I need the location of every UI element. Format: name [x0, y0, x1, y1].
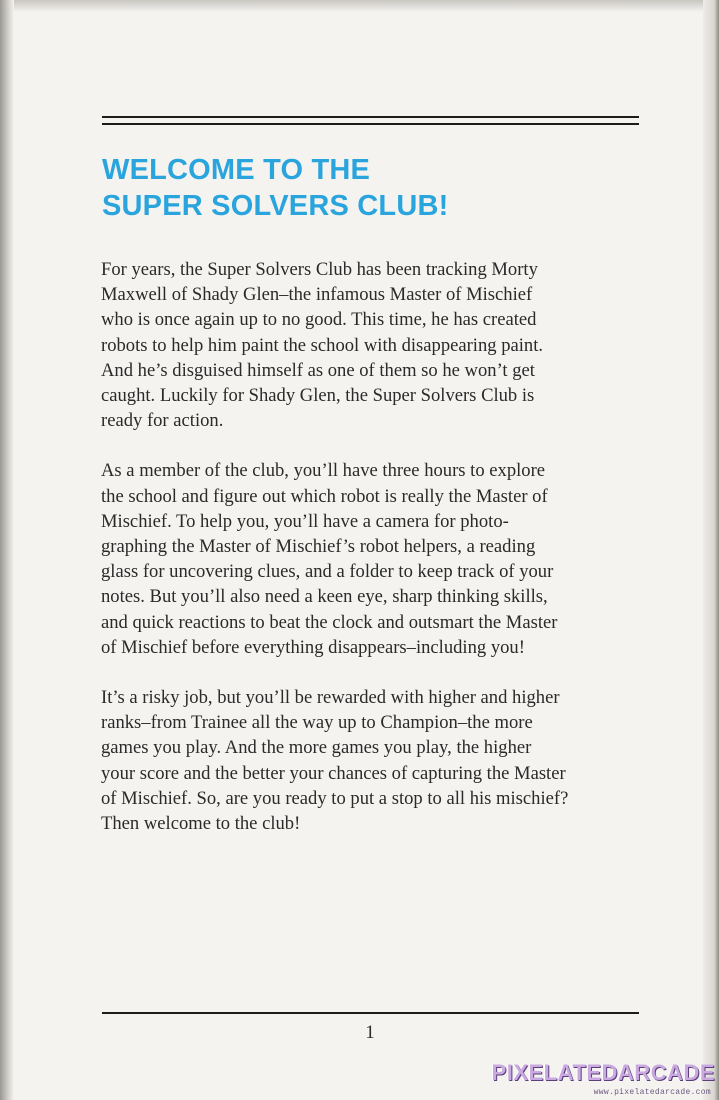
text-line: notes. But you’ll also need a keen eye, sharp thinking skills,	[101, 586, 548, 608]
page-right-edge	[703, 0, 719, 1100]
page-top-edge	[0, 0, 719, 12]
text-line: For years, the Super Solvers Club has been tracking Morty	[101, 259, 538, 280]
heading-line-2: SUPER SOLVERS CLUB!	[102, 190, 449, 222]
page-number: 1	[365, 1022, 375, 1043]
text-line: And he’s disguised himself as one of them so he won’t get	[101, 359, 535, 381]
page-heading	[102, 152, 622, 224]
text-line: Maxwell of Shady Glen–the infamous Master of Mischief	[101, 284, 533, 306]
text-line: robots to help him paint the school with disappearing paint.	[101, 334, 544, 356]
text-line: Mischief. To help you, you’ll have a camera for photo-	[101, 510, 509, 532]
text-line: who is once again up to no good. This time, he has created	[101, 309, 537, 331]
header-rule-lower	[102, 123, 639, 125]
text-line: and quick reactions to beat the clock and outsmart the Master	[101, 611, 558, 633]
body-text	[101, 257, 646, 861]
text-line: games you play. And the more games you play, the higher	[101, 737, 532, 759]
text-line: ready for action.	[101, 410, 224, 432]
text-line: the school and figure out which robot is really the Master of	[101, 485, 548, 507]
text-line: As a member of the club, you’ll have three hours to explore	[101, 460, 546, 482]
paragraph-mission	[101, 458, 646, 660]
watermark-logo: PIXELATEDARCADE	[491, 1060, 715, 1085]
paragraph-intro	[101, 257, 646, 433]
text-line: your score and the better your chances of capturing the Master	[101, 762, 566, 784]
paragraph-ranks	[101, 685, 646, 836]
heading-line-1: WELCOME TO THE	[102, 154, 371, 186]
text-line: of Mischief. So, are you ready to put a stop to all his mischief?	[101, 787, 569, 809]
text-line: glass for uncovering clues, and a folder to keep track of your	[101, 561, 554, 583]
text-line: Then welcome to the club!	[101, 813, 301, 835]
binding-shadow	[0, 0, 14, 1100]
text-line: caught. Luckily for Shady Glen, the Super Solvers Club is	[101, 385, 535, 407]
text-line: of Mischief before everything disappears–including you!	[101, 636, 525, 658]
text-line: It’s a risky job, but you’ll be rewarded with higher and higher	[101, 687, 560, 709]
watermark-url: www.pixelatedarcade.com	[593, 1088, 711, 1097]
text-line: graphing the Master of Mischief’s robot helpers, a reading	[101, 536, 536, 558]
text-line: ranks–from Trainee all the way up to Champion–the more	[101, 712, 533, 734]
footer-rule	[102, 1012, 639, 1014]
header-rule-upper	[102, 116, 639, 118]
